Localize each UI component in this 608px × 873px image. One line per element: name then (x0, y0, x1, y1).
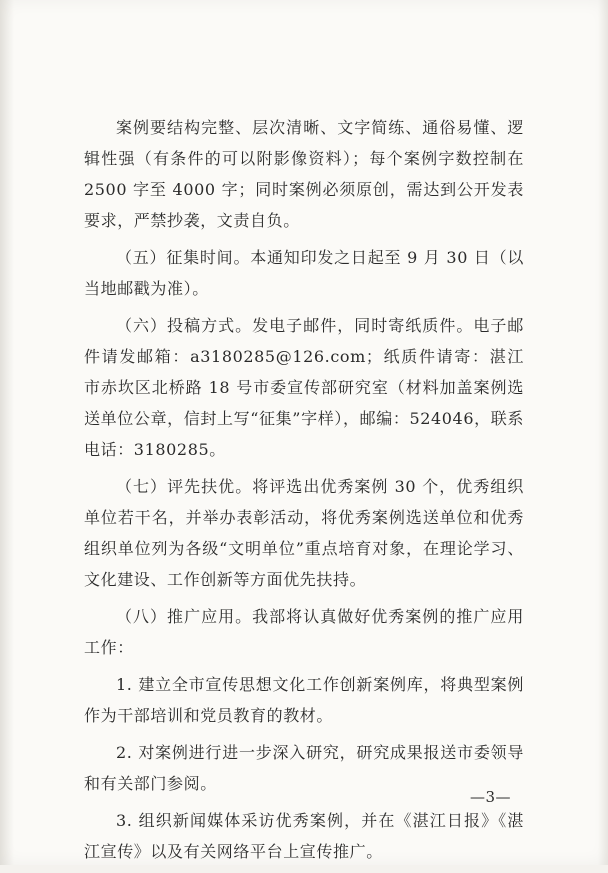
list-item-case-library: 1. 建立全市宣传思想文化工作创新案例库，将典型案例作为干部培训和党员教育的教材。 (84, 675, 524, 725)
list-item-further-research: 2. 对案例进行进一步深入研究，研究成果报送市委领导和有关部门参阅。 (84, 743, 524, 793)
scan-shadow-left (0, 0, 14, 865)
paragraph-awards: （七）评先扶优。将评选出优秀案例 30 个，优秀组织单位若干名，并举办表彰活动，将优秀案例选送单位和优秀组织单位列为各级“文明单位”重点培育对象，在理论学习、文化建设、工作创新等方面优先扶持。 (84, 477, 524, 589)
paragraph-submission-method: （六）投稿方式。发电子邮件，同时寄纸质件。电子邮件请发邮箱：a3180285@126.com；纸质件请寄：湛江市赤坎区北桥路 18 号市委宣传部研究室（材料加盖案例选送单位公章，信封上写“征集”字样），邮编：524046，联系电话：3180285。 (84, 316, 524, 459)
paragraph-case-requirements: 案例要结构完整、层次清晰、文字简练、通俗易懂、逻辑性强（有条件的可以附影像资料）；每个案例字数控制在 2500 字至 4000 字；同时案例必须原创，需达到公开发表要求，严禁抄袭，文责自负。 (84, 118, 524, 230)
paragraph-collection-time: （五）征集时间。本通知印发之日起至 9 月 30 日（以当地邮戳为准）。 (84, 248, 524, 298)
paragraph-promotion: （八）推广应用。我部将认真做好优秀案例的推广应用工作： (84, 607, 524, 657)
page-number: —3— (470, 788, 512, 806)
list-item-media-coverage: 3. 组织新闻媒体采访优秀案例，并在《湛江日报》《湛江宣传》以及有关网络平台上宣传推广。 (84, 811, 524, 861)
scan-shadow-right (598, 0, 608, 865)
document-body (84, 112, 524, 873)
